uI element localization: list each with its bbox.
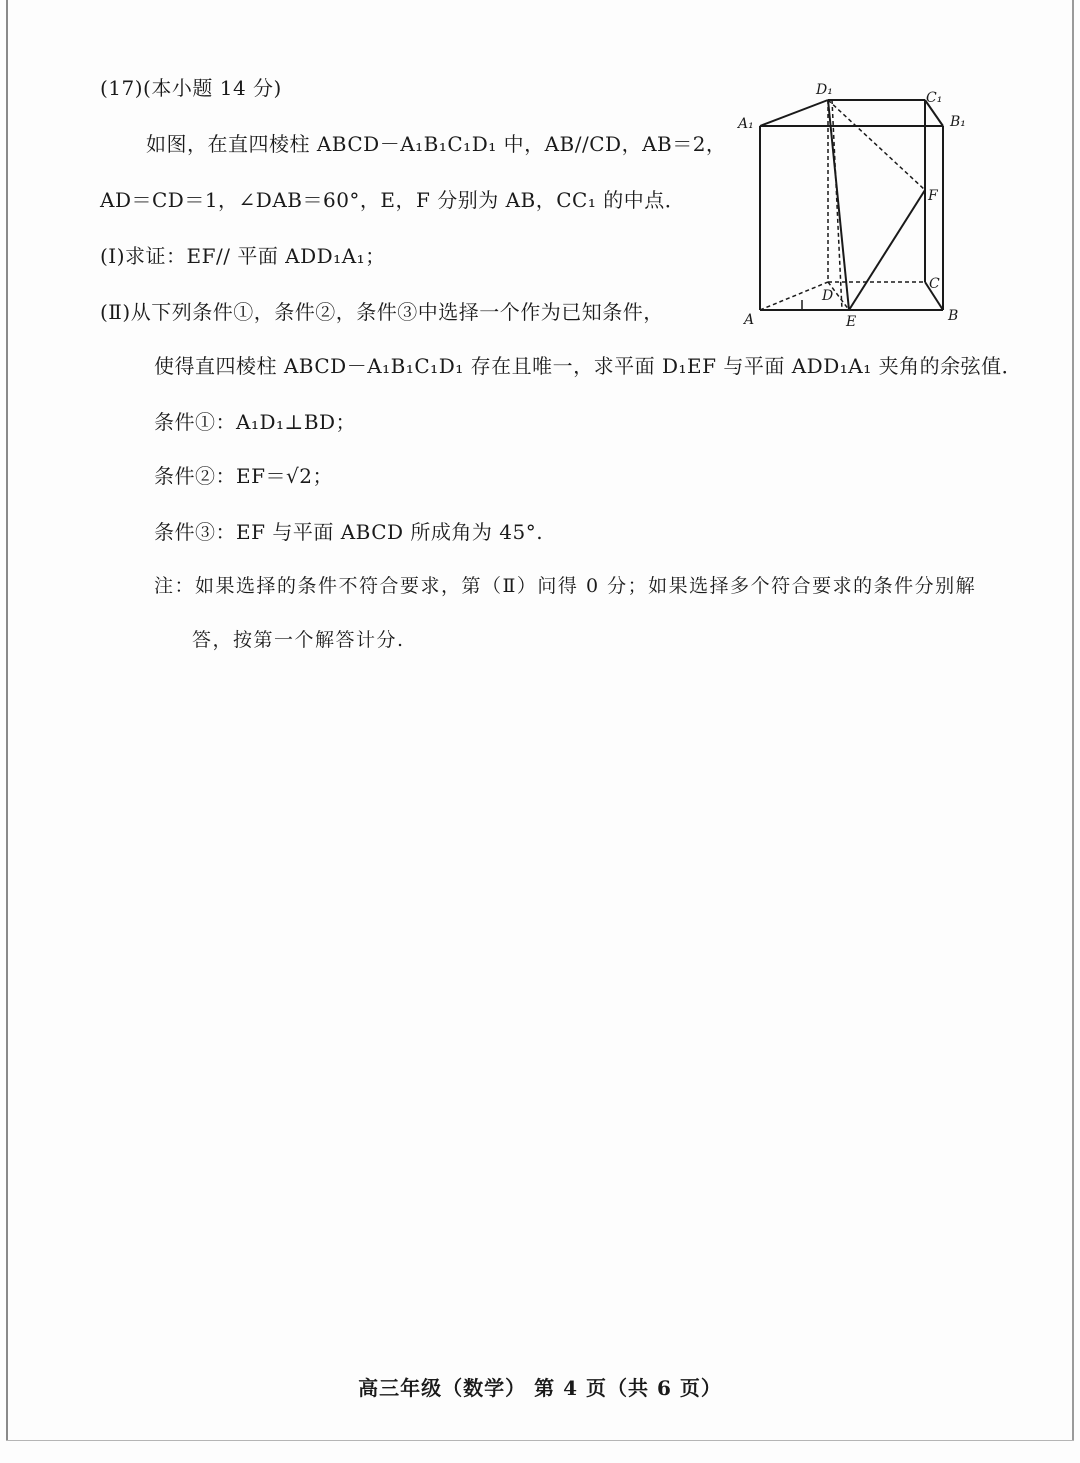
page-bottom-edge (6, 1440, 1074, 1441)
label-a: A (744, 312, 755, 328)
label-e: E (846, 314, 857, 330)
part-2-line-1: (Ⅱ)从下列条件①，条件②，条件③中选择一个作为已知条件， (100, 300, 664, 324)
label-b: B (948, 308, 959, 324)
label-c: C (929, 276, 940, 292)
label-f: F (928, 188, 938, 204)
label-d1: D₁ (816, 82, 833, 98)
page-right-edge (1072, 0, 1074, 1440)
label-d: D (822, 288, 834, 304)
segment-d1-e (828, 100, 849, 310)
hidden-segment-d1-f (828, 100, 925, 190)
label-b1: B₁ (950, 114, 966, 130)
note-line-1: 注：如果选择的条件不符合要求，第（Ⅱ）问得 0 分；如果选择多个符合要求的条件分别解 (154, 575, 977, 597)
page-footer: 高三年级（数学） 第 4 页（共 6 页） (358, 1376, 722, 1400)
part-1: (Ⅰ)求证：EF// 平面 ADD₁A₁； (100, 244, 386, 268)
hidden-segment-d1-d (832, 100, 842, 310)
prism-diagram (730, 74, 980, 334)
page-left-edge (6, 0, 8, 1440)
problem-intro-line-1: 如图，在直四棱柱 ABCD－A₁B₁C₁D₁ 中，AB//CD，AB＝2， (146, 132, 727, 156)
edge-a1-d1 (760, 100, 828, 126)
hidden-edge-a-d (760, 282, 828, 310)
condition-1: 条件①：A₁D₁⊥BD； (154, 410, 357, 434)
condition-2: 条件②：EF＝√2； (154, 464, 333, 488)
condition-3: 条件③：EF 与平面 ABCD 所成角为 45°. (154, 520, 544, 544)
note-line-2: 答，按第一个解答计分. (192, 629, 405, 651)
prism-figure (730, 74, 980, 334)
part-2-line-2: 使得直四棱柱 ABCD－A₁B₁C₁D₁ 存在且唯一，求平面 D₁EF 与平面 ADD₁A₁ 夹角的余弦值． (154, 354, 1023, 378)
segment-e-f (849, 190, 925, 310)
problem-header: (17)(本小题 14 分) (100, 76, 282, 100)
label-a1: A₁ (738, 116, 754, 132)
label-c1: C₁ (926, 90, 943, 106)
problem-intro-line-2: AD＝CD＝1，∠DAB＝60°，E，F 分别为 AB，CC₁ 的中点． (100, 188, 686, 212)
